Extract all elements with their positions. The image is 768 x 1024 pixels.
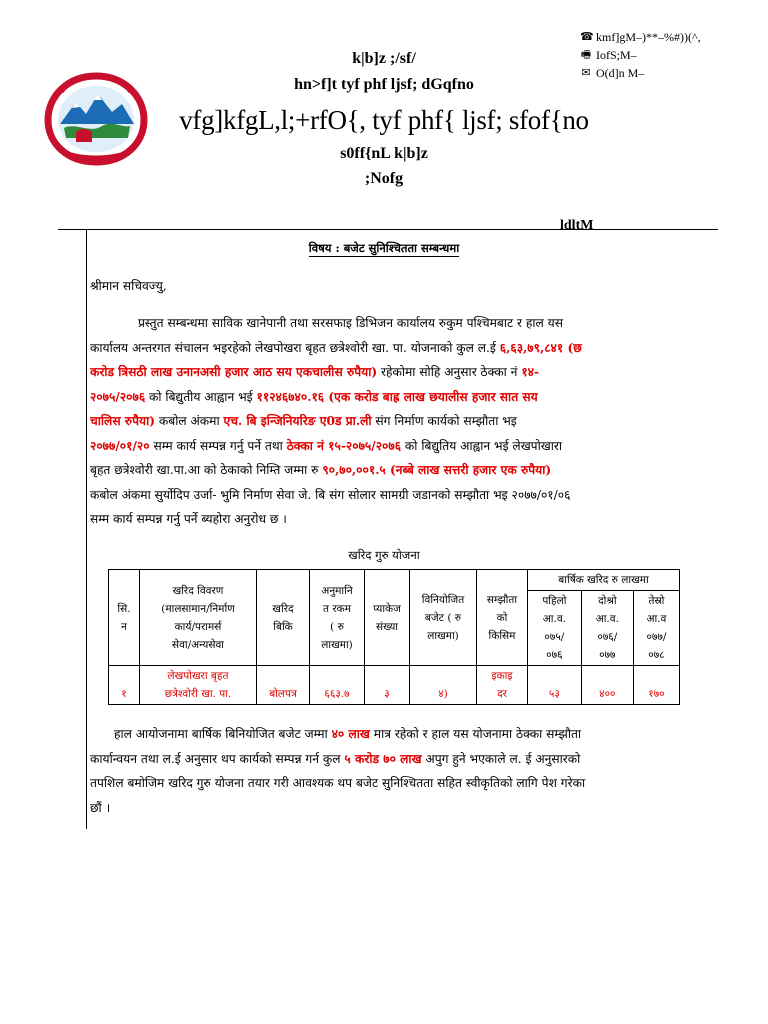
fax-icon: 🖷 xyxy=(580,49,592,61)
phone-icon: ☎ xyxy=(580,31,594,43)
date-label: ldltM xyxy=(560,218,594,233)
th-annual xyxy=(528,570,680,591)
highlighted-text: करोड त्रिसठी लाख उनानअसी हजार आठ सय एकचालीस रुपैया) xyxy=(90,365,378,379)
th-year-3 xyxy=(633,591,679,666)
cell-text: प्याकेज संख्या xyxy=(373,602,401,633)
paragraph-line xyxy=(90,311,678,336)
email-address: O(d]n M– xyxy=(596,66,645,80)
text-run: बृहत छत्रेश्वोरी खा.पा.आ को ठेकाको निम्ति जम्मा रु xyxy=(90,463,323,477)
body-paragraph-1 xyxy=(90,311,678,532)
cell-text: ३ xyxy=(384,688,390,700)
highlighted-text: ४० लाख xyxy=(331,727,370,741)
text-run: मात्र रहेको र हाल यस योजनामा ठेक्का सम्झौता xyxy=(369,727,582,741)
cell-budget xyxy=(410,666,477,705)
cell-text: विनियोजित बजेट ( रु लाखमा) xyxy=(421,593,465,642)
text-run: कबोल अंकमा xyxy=(155,414,224,428)
cell-year-3 xyxy=(633,666,679,705)
paragraph-line xyxy=(90,507,678,532)
cell-text: तेस्रो आ.व ०७७/ ०७८ xyxy=(646,595,667,661)
line-text xyxy=(90,507,287,532)
cell-text: बार्षिक खरिद रु लाखमा xyxy=(558,574,649,586)
cell-estimate xyxy=(310,666,365,705)
th-method xyxy=(257,570,310,666)
cell-year-1 xyxy=(528,666,582,705)
line-text xyxy=(90,434,562,459)
line-text xyxy=(90,336,582,361)
line-text xyxy=(90,796,110,821)
cell-text: ४) xyxy=(438,688,448,700)
paragraph-line xyxy=(90,434,678,459)
cell-text: पहिलो आ.व. ०७५/ ०७६ xyxy=(542,595,567,661)
contact-block xyxy=(580,28,701,82)
th-estimate xyxy=(310,570,365,666)
phone-number: kmf]gM–)**–%#))(^, xyxy=(596,30,701,44)
paragraph-line xyxy=(90,458,678,483)
cell-agreement xyxy=(477,666,528,705)
highlighted-text: २०७५/२०७६ xyxy=(90,389,146,404)
mail-icon: ✉ xyxy=(581,67,591,79)
paragraph-line xyxy=(90,360,678,385)
th-agreement xyxy=(477,570,528,666)
cell-year-2 xyxy=(581,666,633,705)
header-line-1: k|b]z ;/sf/ xyxy=(352,50,416,67)
paragraph-line xyxy=(90,409,678,434)
cell-text: १७० xyxy=(648,688,665,700)
highlighted-text: ११२४६७४०.१६ (एक करोड बाह्र लाख छयालीस हजार सात सय xyxy=(256,389,538,404)
cell-text: खरिद विवरण (मालसामान/निर्माण कार्य/परामर्स सेवा/अन्यसेवा xyxy=(161,584,235,651)
line-text xyxy=(90,385,538,410)
text-run: रहेकोमा सोहि अनुसार ठेक्का नं xyxy=(377,365,522,379)
line-text xyxy=(90,409,517,434)
text-run: सम्म कार्य सम्पन्न गर्नु पर्ने ब्यहोरा अनुरोध छ । xyxy=(90,512,287,526)
cell-package xyxy=(365,666,410,705)
body-paragraph-2 xyxy=(90,722,678,820)
salutation: श्रीमान सचिवज्यु, xyxy=(90,279,167,293)
cell-text: खरिद बिकि xyxy=(272,602,294,633)
line-text xyxy=(90,771,585,796)
cell-text: इकाइ दर xyxy=(491,670,513,700)
header-line-5: ;Nofg xyxy=(364,170,404,187)
fax-number: IofS;M– xyxy=(596,48,637,62)
cell-text: बोलपत्र xyxy=(269,688,297,700)
table-title: खरिद गुरु योजना xyxy=(348,548,420,562)
text-run: छौं । xyxy=(90,800,111,815)
text-run: हाल आयोजनामा बार्षिक बिनियोजित बजेट जम्मा xyxy=(114,727,332,741)
header-divider xyxy=(58,229,718,230)
text-run: संग निर्माण कार्यको सम्झौता भइ xyxy=(371,414,517,428)
cell-method xyxy=(257,666,310,705)
highlighted-text: चालिस रुपैया) xyxy=(90,414,155,428)
line-text xyxy=(90,483,570,508)
highlighted-text: २०७७/०१/२० xyxy=(90,438,150,453)
subject-line: विषय : बजेट सुनिश्चितता सम्बन्धमा xyxy=(308,241,460,255)
paragraph-line xyxy=(90,747,678,772)
highlighted-text: १४- xyxy=(521,365,540,379)
th-package xyxy=(365,570,410,666)
text-run: प्रस्तुत सम्बन्धमा साविक खानेपानी तथा सरसफाइ डिभिजन कार्यालय रुकुम पश्चिमबाट र हाल यस xyxy=(138,316,563,330)
line-text xyxy=(90,360,539,385)
table-row xyxy=(109,666,680,705)
text-run: सम्म कार्य सम्पन्न गर्नु पर्ने तथा xyxy=(149,438,287,453)
line-text xyxy=(90,747,580,772)
highlighted-text: एच. बि इन्जिनियरिङ ए0ड प्रा.ली xyxy=(223,414,372,428)
highlighted-text: ५ करोड ७० लाख xyxy=(344,751,422,766)
cell-text: अनुमानि त रकम ( रु लाखमा) xyxy=(321,584,353,651)
cell-text: दोश्रो आ.व. ०७६/ ०७७ xyxy=(595,595,619,661)
header-line-2: hn>f]t tyf phf ljsf; dGqfno xyxy=(294,76,474,93)
paragraph-line xyxy=(90,771,678,796)
header-line-4: s0ff{nL k|b]z xyxy=(340,145,428,162)
cell-text: १ xyxy=(121,688,127,700)
margin-line xyxy=(86,229,87,829)
paragraph-line xyxy=(90,336,678,361)
text-run: कार्यालय अन्तरगत संचालन भइरहेको लेखपोखरा बृहत छत्रेश्वोरी खा. पा. योजनाको कुल ल.ई xyxy=(90,340,500,355)
office-name: vfg]kfgL,l;+rfO{, tyf phf{ ljsf; sfof{no xyxy=(179,105,589,135)
procurement-plan-table xyxy=(108,569,680,705)
line-text xyxy=(90,458,551,483)
th-year-2 xyxy=(581,591,633,666)
th-description xyxy=(140,570,257,666)
line-text xyxy=(138,311,563,336)
paragraph-line xyxy=(90,483,678,508)
paragraph-line xyxy=(90,722,678,747)
th-budget xyxy=(410,570,477,666)
line-text xyxy=(114,722,581,747)
th-year-1 xyxy=(528,591,582,666)
paragraph-line xyxy=(90,385,678,410)
text-run: को बिद्युतिय आह्वान भई लेखपोखारा xyxy=(401,438,563,453)
cell-text: ४०० xyxy=(599,688,616,700)
cell-description xyxy=(140,666,257,705)
text-run: अपुग हुने भएकाले ल. ई अनुसारको xyxy=(421,751,581,766)
cell-sn xyxy=(109,666,140,705)
highlighted-text: ९०,७०,००१.५ (नब्बे लाख सत्तरी हजार एक रुपैया) xyxy=(322,463,552,477)
highlighted-text: ठेक्का नं १५-२०७५/२०७६ xyxy=(286,438,402,453)
text-run: तपशिल बमोजिम खरिद गुरु योजना तयार गरी आवश्यक थप बजेट सुनिश्चितता सहित स्वीकृतिको लागि पेश गरेका xyxy=(90,776,586,790)
text-run: कार्यान्वयन तथा ल.ई अनुसार थप कार्यको सम्पन्न गर्न कुल xyxy=(90,751,345,766)
cell-text: ५३ xyxy=(548,688,560,700)
cell-text: सम्झौता को किसिम xyxy=(486,593,518,642)
cell-text: ६६३.७ xyxy=(324,688,350,700)
text-run: कबोल अंकमा सुर्योदिप उर्जा- भुमि निर्माण सेवा जे. बि संग सोलार सामग्री जडानको सम्झौता भइ २०७७/०१/०६ xyxy=(90,487,571,502)
cell-text: सि. न xyxy=(117,602,131,633)
highlighted-text: ६,६३,७९,८४१ (छ xyxy=(499,340,582,355)
th-sn xyxy=(109,570,140,666)
cell-text: लेखपोखरा बृहत छत्रेश्वोरी खा. पा. xyxy=(164,670,232,700)
paragraph-line xyxy=(90,796,678,821)
text-run: को बिद्युतीय आह्वान भई xyxy=(145,389,257,404)
